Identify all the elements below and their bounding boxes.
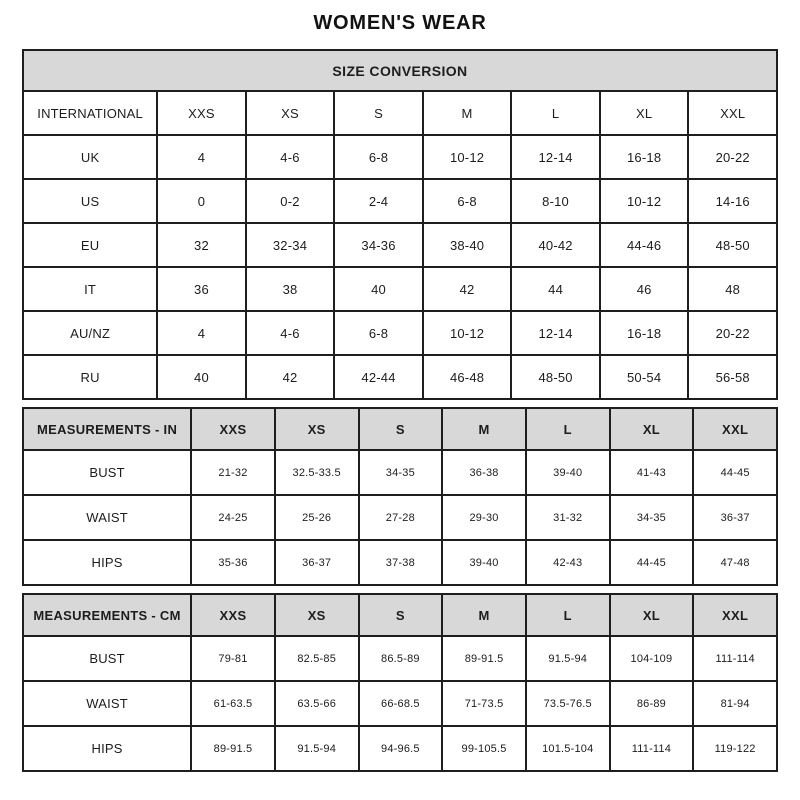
cell-value: 101.5-104	[526, 726, 610, 771]
cell-value: 38-40	[423, 223, 512, 267]
column-header: XS	[275, 408, 359, 450]
cell-value: 34-35	[610, 495, 694, 540]
table-row	[23, 450, 777, 495]
cell-value: XL	[600, 91, 689, 135]
cell-value: 0-2	[246, 179, 335, 223]
cell-value: 12-14	[511, 311, 600, 355]
cell-value: 91.5-94	[526, 636, 610, 681]
cell-value: 16-18	[600, 135, 689, 179]
cell-value: 111-114	[693, 636, 777, 681]
cell-value: 35-36	[191, 540, 275, 585]
cell-value: 27-28	[359, 495, 443, 540]
cell-value: 79-81	[191, 636, 275, 681]
cell-value: 44-45	[693, 450, 777, 495]
cell-value: 6-8	[423, 179, 512, 223]
row-label: EU	[23, 223, 157, 267]
table-header-row	[23, 594, 777, 636]
measurements-cm-table	[22, 593, 778, 772]
row-label: INTERNATIONAL	[23, 91, 157, 135]
table-header-row	[23, 408, 777, 450]
cell-value: 86-89	[610, 681, 694, 726]
cell-value: 44	[511, 267, 600, 311]
cell-value: 36-38	[442, 450, 526, 495]
cell-value: 4-6	[246, 311, 335, 355]
cell-value: 31-32	[526, 495, 610, 540]
cell-value: 56-58	[688, 355, 777, 399]
column-header: M	[442, 408, 526, 450]
table-row	[23, 135, 777, 179]
cell-value: 25-26	[275, 495, 359, 540]
cell-value: L	[511, 91, 600, 135]
row-label: AU/NZ	[23, 311, 157, 355]
cell-value: 10-12	[423, 135, 512, 179]
table-row	[23, 636, 777, 681]
cell-value: 111-114	[610, 726, 694, 771]
cell-value: 42	[246, 355, 335, 399]
cell-value: 63.5-66	[275, 681, 359, 726]
cell-value: 82.5-85	[275, 636, 359, 681]
cell-value: 48-50	[688, 223, 777, 267]
cell-value: 48	[688, 267, 777, 311]
table-row	[23, 91, 777, 135]
cell-value: 36	[157, 267, 246, 311]
cell-value: 73.5-76.5	[526, 681, 610, 726]
cell-value: 42-43	[526, 540, 610, 585]
cell-value: 39-40	[442, 540, 526, 585]
cell-value: 34-36	[334, 223, 423, 267]
cell-value: 4	[157, 311, 246, 355]
measurements-in-table-body	[23, 408, 777, 585]
cell-value: 99-105.5	[442, 726, 526, 771]
cell-value: 50-54	[600, 355, 689, 399]
cell-value: 0	[157, 179, 246, 223]
column-header: M	[442, 594, 526, 636]
row-label: HIPS	[23, 540, 191, 585]
row-label: IT	[23, 267, 157, 311]
cell-value: 41-43	[610, 450, 694, 495]
cell-value: 39-40	[526, 450, 610, 495]
cell-value: 2-4	[334, 179, 423, 223]
table-row	[23, 223, 777, 267]
table-row	[23, 179, 777, 223]
cell-value: M	[423, 91, 512, 135]
column-header: XXL	[693, 594, 777, 636]
table-row	[23, 311, 777, 355]
cell-value: 32-34	[246, 223, 335, 267]
row-label: BUST	[23, 636, 191, 681]
cell-value: 4-6	[246, 135, 335, 179]
cell-value: 10-12	[423, 311, 512, 355]
table-banner: SIZE CONVERSION	[23, 50, 777, 91]
measurements-cm-table-body	[23, 594, 777, 771]
cell-value: 46-48	[423, 355, 512, 399]
cell-value: 36-37	[693, 495, 777, 540]
cell-value: 6-8	[334, 311, 423, 355]
column-header: XXL	[693, 408, 777, 450]
cell-value: 61-63.5	[191, 681, 275, 726]
measurements-in-table	[22, 407, 778, 586]
table-header-label: MEASUREMENTS - IN	[23, 408, 191, 450]
cell-value: 94-96.5	[359, 726, 443, 771]
column-header: S	[359, 408, 443, 450]
cell-value: 44-46	[600, 223, 689, 267]
cell-value: XXS	[157, 91, 246, 135]
cell-value: 104-109	[610, 636, 694, 681]
table-row	[23, 355, 777, 399]
cell-value: 40-42	[511, 223, 600, 267]
cell-value: XXL	[688, 91, 777, 135]
column-header: XL	[610, 408, 694, 450]
cell-value: 40	[157, 355, 246, 399]
cell-value: 36-37	[275, 540, 359, 585]
table-header-label: MEASUREMENTS - CM	[23, 594, 191, 636]
cell-value: 21-32	[191, 450, 275, 495]
row-label: BUST	[23, 450, 191, 495]
cell-value: 37-38	[359, 540, 443, 585]
cell-value: 71-73.5	[442, 681, 526, 726]
cell-value: 42	[423, 267, 512, 311]
table-row	[23, 495, 777, 540]
table-row	[23, 540, 777, 585]
cell-value: 86.5-89	[359, 636, 443, 681]
cell-value: 38	[246, 267, 335, 311]
column-header: XL	[610, 594, 694, 636]
page-title: WOMEN'S WEAR	[313, 12, 487, 34]
row-label: RU	[23, 355, 157, 399]
cell-value: 16-18	[600, 311, 689, 355]
cell-value: 81-94	[693, 681, 777, 726]
row-label: US	[23, 179, 157, 223]
column-header: XXS	[191, 594, 275, 636]
row-label: UK	[23, 135, 157, 179]
cell-value: S	[334, 91, 423, 135]
table-row	[23, 681, 777, 726]
table-row	[23, 267, 777, 311]
cell-value: 119-122	[693, 726, 777, 771]
size-conversion-table	[22, 49, 778, 400]
column-header: L	[526, 408, 610, 450]
cell-value: 29-30	[442, 495, 526, 540]
column-header: XS	[275, 594, 359, 636]
cell-value: 8-10	[511, 179, 600, 223]
cell-value: 46	[600, 267, 689, 311]
cell-value: 6-8	[334, 135, 423, 179]
cell-value: 89-91.5	[191, 726, 275, 771]
table-banner-row	[23, 50, 777, 91]
cell-value: 32.5-33.5	[275, 450, 359, 495]
column-header: S	[359, 594, 443, 636]
cell-value: 14-16	[688, 179, 777, 223]
cell-value: 34-35	[359, 450, 443, 495]
cell-value: 48-50	[511, 355, 600, 399]
cell-value: 91.5-94	[275, 726, 359, 771]
cell-value: 42-44	[334, 355, 423, 399]
column-header: L	[526, 594, 610, 636]
cell-value: 89-91.5	[442, 636, 526, 681]
cell-value: XS	[246, 91, 335, 135]
row-label: WAIST	[23, 681, 191, 726]
cell-value: 24-25	[191, 495, 275, 540]
size-conversion-table-body	[23, 50, 777, 399]
row-label: HIPS	[23, 726, 191, 771]
row-label: WAIST	[23, 495, 191, 540]
cell-value: 66-68.5	[359, 681, 443, 726]
cell-value: 10-12	[600, 179, 689, 223]
cell-value: 40	[334, 267, 423, 311]
column-header: XXS	[191, 408, 275, 450]
cell-value: 47-48	[693, 540, 777, 585]
cell-value: 12-14	[511, 135, 600, 179]
cell-value: 32	[157, 223, 246, 267]
cell-value: 44-45	[610, 540, 694, 585]
table-row	[23, 726, 777, 771]
cell-value: 20-22	[688, 311, 777, 355]
cell-value: 4	[157, 135, 246, 179]
cell-value: 20-22	[688, 135, 777, 179]
